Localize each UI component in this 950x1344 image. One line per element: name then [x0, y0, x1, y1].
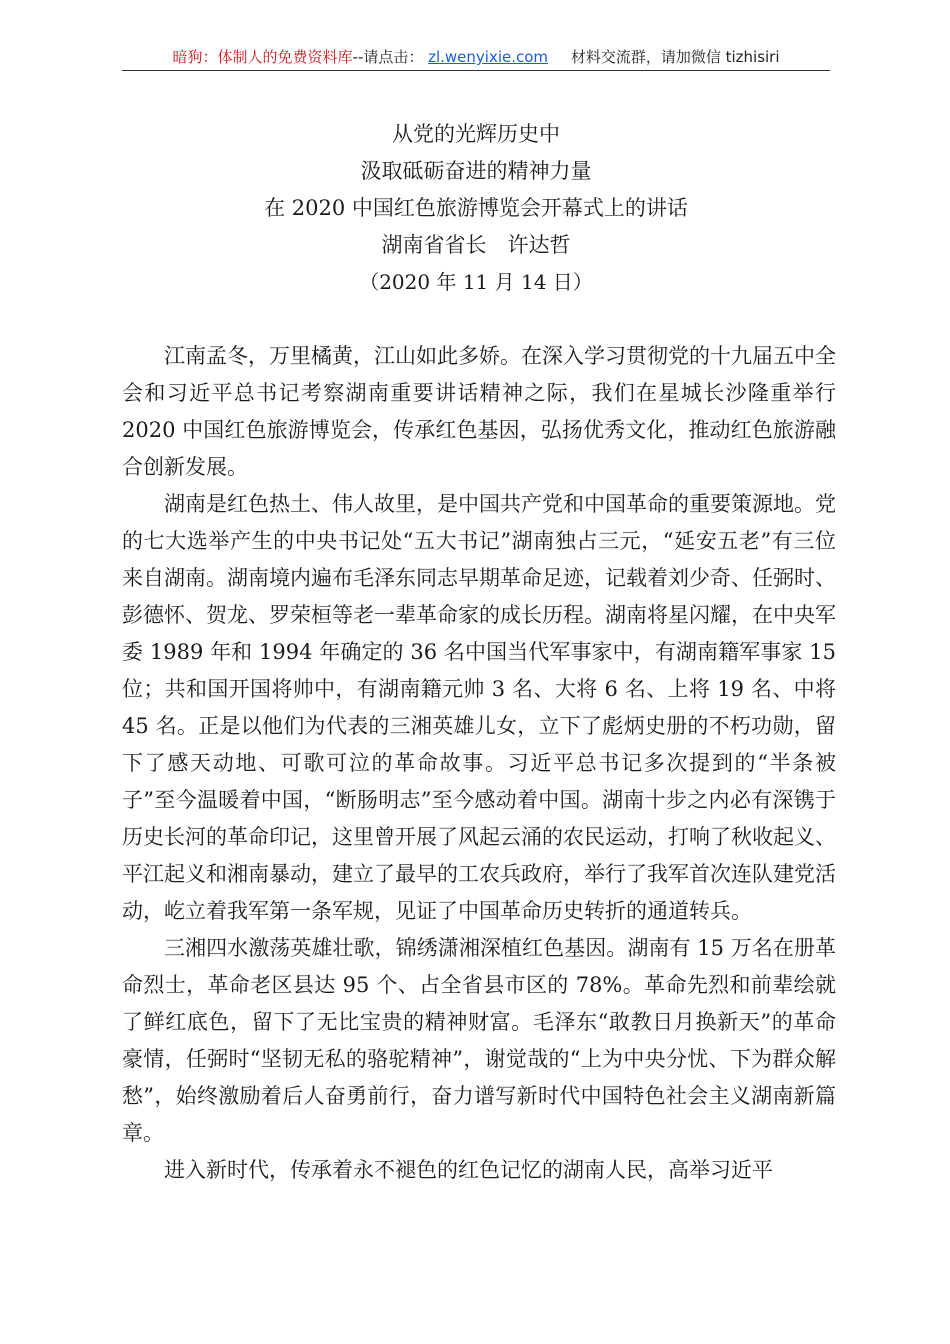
header-link[interactable]: zl.wenyixie.com: [428, 48, 549, 66]
header-contact: 材料交流群，请加微信 tizhisiri: [570, 48, 780, 66]
date-line: （2020 年 11 月 14 日）: [359, 270, 593, 294]
title-line-3: 在 2020 中国红色旅游博览会开幕式上的讲话: [264, 196, 688, 220]
document-body: [122, 338, 836, 1189]
header-prompt: --请点击：: [352, 48, 424, 66]
header-divider: [122, 70, 830, 71]
title-line-1: 从党的光辉历史中: [392, 122, 560, 146]
page-header: [122, 44, 830, 70]
paragraph: 湖南是红色热土、伟人故里，是中国共产党和中国革命的重要策源地。党的七大选举产生的中央书记处“五大书记”湖南独占三元，“延安五老”有三位来自湖南。湖南境内遍布毛泽东同志早期革命足迹，记载着刘少奇、任弼时、彭德怀、贺龙、罗荣桓等老一辈革命家的成长历程。湖南将星闪耀，在中央军委 1989 年和 1994 年确定的 36 名中国当代军事家中，有湖南籍军事家 15 位；共和国开国将帅中，有湖南籍元帅 3 名、大将 6 名、上将 19 名、中将 45 名。正是以他们为代表的三湘英雄儿女，立下了彪炳史册的不朽功勋，留下了感天动地、可歌可泣的革命故事。习近平总书记多次提到的“半条被子”至今温暖着中国，“断肠明志”至今感动着中国。湖南十步之内必有深镌于历史长河的革命印记，这里曾开展了风起云涌的农民运动，打响了秋收起义、平江起义和湘南暴动，建立了最早的工农兵政府，举行了我军首次连队建党活动，屹立着我军第一条军规，见证了中国革命历史转折的通道转兵。: [122, 492, 836, 923]
paragraph: 江南孟冬，万里橘黄，江山如此多娇。在深入学习贯彻党的十九届五中全会和习近平总书记考察湖南重要讲话精神之际，我们在星城长沙隆重举行 2020 中国红色旅游博览会，传承红色基因，弘扬优秀文化，推动红色旅游融合创新发展。: [122, 344, 836, 479]
title-block: [122, 116, 830, 301]
header-brand: 暗狗：体制人的免费资料库: [172, 48, 353, 66]
paragraph: 三湘四水激荡英雄壮歌，锦绣潇湘深植红色基因。湖南有 15 万名在册革命烈士，革命老区县达 95 个、占全省县市区的 78%。革命先烈和前辈绘就了鲜红底色，留下了无比宝贵的精神财富。毛泽东“敢教日月换新天”的革命豪情，任弼时“坚韧无私的骆驼精神”，谢觉哉的“上为中央分忧、下为群众解愁”，始终激励着后人奋勇前行，奋力谱写新时代中国特色社会主义湖南新篇章。: [122, 936, 836, 1145]
speaker-line: 湖南省省长 许达哲: [381, 233, 571, 257]
title-line-2: 汲取砥砺奋进的精神力量: [360, 159, 592, 183]
paragraph: 进入新时代，传承着永不褪色的红色记忆的湖南人民，高举习近平: [164, 1158, 773, 1182]
